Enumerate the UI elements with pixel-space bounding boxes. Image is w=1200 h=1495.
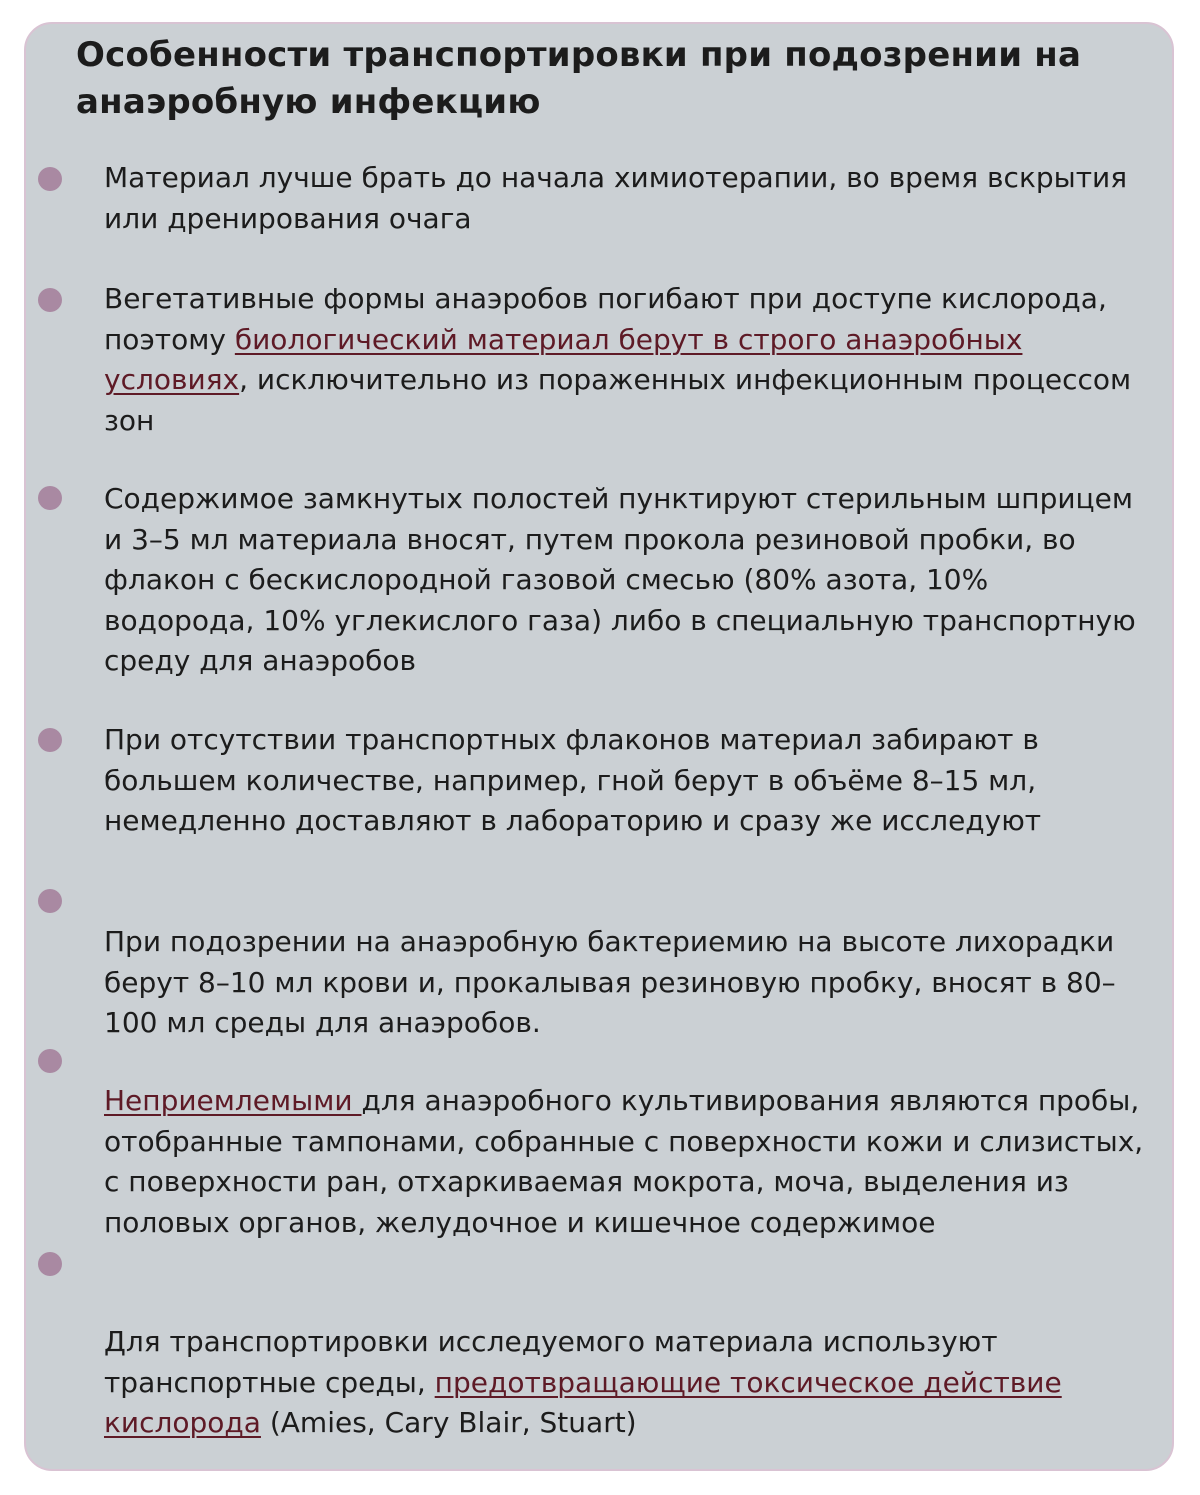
list-item-anaerobic-conditions <box>104 279 1144 441</box>
list-item-text: Содержимое замкнутых полостей пунктируют стерильным шприцем и 3–5 мл материала вносят, путем прокола резиновой пробки, во флакон с бескислородной газовой смесью (80% азота, 10% водорода, 10% углекислого газа) либо в специальную транспортную среду для анаэробов <box>104 482 1136 677</box>
bullet-marker <box>38 1049 62 1073</box>
oxygen-toxicity-link[interactable]: предотвращающие токсическое действие кислорода <box>104 1365 1062 1439</box>
list-item-text: (Amies, Cary Blair, Stuart) <box>260 1406 637 1439</box>
info-card <box>24 22 1174 1471</box>
list-item-text: Материал лучше брать до начала химиотерапии, во время вскрытия или дренирования очага <box>104 161 1128 235</box>
list-item-sampling-timing <box>104 158 1144 239</box>
list-item-closed-cavities <box>104 479 1144 682</box>
bullet-marker <box>38 288 62 312</box>
bullet-marker <box>38 486 62 510</box>
bullet-marker <box>38 1252 62 1276</box>
list-item-no-transport-vials <box>104 720 1144 842</box>
list-item-text: При подозрении на анаэробную бактериемию на высоте лихорадки берут 8–10 мл крови и, прокалывая резиновую пробку, вносят в 80–100 мл среды для анаэробов. <box>104 925 1116 1039</box>
bullet-marker <box>38 728 62 752</box>
bullet-marker <box>38 167 62 191</box>
bullet-marker <box>38 889 62 913</box>
list-item-text: При отсутствии транспортных флаконов материал забирают в большем количестве, например, гной берут в объёме 8–15 мл, немедленно доставляют в лабораторию и сразу же исследуют <box>104 723 1042 837</box>
list-item-text: Вегетативные формы анаэробов погибают при доступе кислорода, поэтому <box>104 282 1107 356</box>
list-item-text: для анаэробного культивирования являются пробы, отобранные тампонами, собранные с поверхности кожи и слизистых, с поверхности ран, отхаркиваемая мокрота, моча, выделения из половых органов, желудочное и кишечное содержимое <box>104 1084 1144 1239</box>
list-item-transport-media <box>104 1322 1144 1444</box>
list-item-text: Для транспортировки исследуемого материала используют транспортные среды, <box>104 1325 998 1399</box>
list-item-bacteremia <box>104 922 1144 1044</box>
list-item-unacceptable-samples <box>104 1081 1144 1243</box>
card-title: Особенности транспортировки при подозрении на анаэробную инфекцию <box>76 35 1082 122</box>
list-item-text: , исключительно из пораженных инфекционным процессом зон <box>104 363 1132 437</box>
unacceptable-link[interactable]: Неприемлемыми <box>104 1084 362 1117</box>
anaerobic-conditions-link[interactable]: биологический материал берут в строго анаэробных условиях <box>104 322 1023 396</box>
